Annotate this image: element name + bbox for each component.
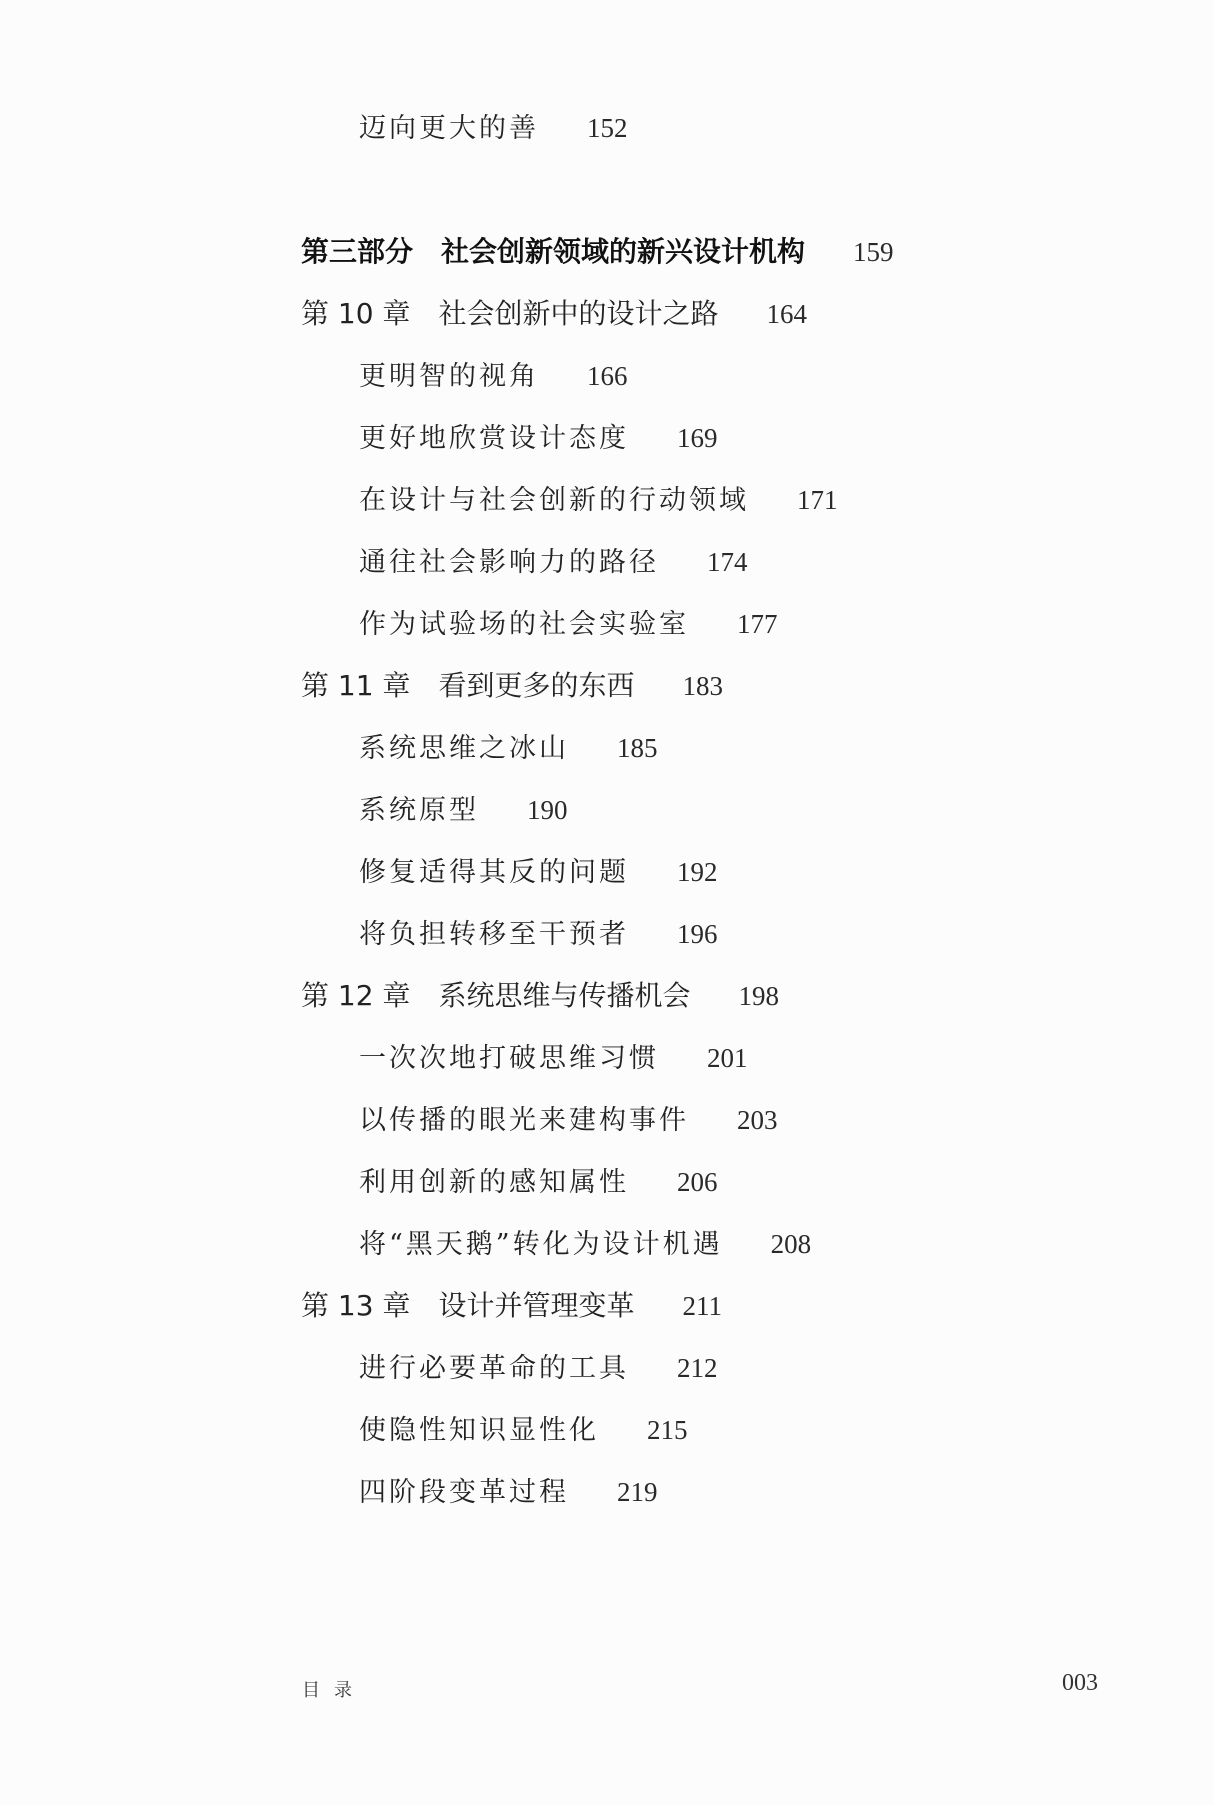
page-number: 219 (617, 1477, 658, 1507)
toc-entry (359, 110, 628, 147)
page-number: 215 (647, 1415, 688, 1445)
toc-entry (359, 854, 718, 891)
toc-entry (359, 1474, 658, 1511)
toc-entry (359, 1412, 688, 1449)
toc-entry (359, 1164, 718, 1201)
chapter-label: 第 12 章 (301, 979, 411, 1012)
toc-chapter (301, 978, 779, 1014)
toc-entry (359, 1350, 718, 1387)
toc-entry (359, 916, 718, 953)
chapter-label: 第 10 章 (301, 297, 411, 330)
entry-title: 作为试验场的社会实验室 (359, 609, 689, 640)
page-number: 169 (677, 423, 718, 453)
page-number: 201 (707, 1043, 748, 1073)
page-number: 164 (766, 299, 807, 329)
page-number: 196 (677, 919, 718, 949)
entry-title: 迈向更大的善 (359, 113, 539, 144)
entry-title: 通往社会影响力的路径 (359, 547, 659, 578)
toc-entry (359, 358, 628, 395)
page-number: 183 (682, 671, 723, 701)
entry-title: 将负担转移至干预者 (359, 919, 629, 950)
page-number: 211 (682, 1291, 722, 1321)
page-number: 171 (797, 485, 838, 515)
toc-section-heading (301, 234, 894, 270)
entry-title: 利用创新的感知属性 (359, 1167, 629, 1198)
page-number: 174 (707, 547, 748, 577)
entry-title: 系统原型 (359, 795, 479, 826)
entry-title: 更明智的视角 (359, 361, 539, 392)
entry-title: 更好地欣赏设计态度 (359, 423, 629, 454)
toc-chapter (301, 1288, 722, 1324)
toc-entry (359, 792, 568, 829)
entry-title: 修复适得其反的问题 (359, 857, 629, 888)
page-number: 166 (587, 361, 628, 391)
chapter-title: 看到更多的东西 (438, 669, 635, 702)
section-title: 第三部分 社会创新领域的新兴设计机构 (301, 235, 806, 268)
chapter-title: 社会创新中的设计之路 (438, 297, 719, 330)
toc-entry (359, 1102, 778, 1139)
entry-title: 一次次地打破思维习惯 (359, 1043, 659, 1074)
entry-title: 以传播的眼光来建构事件 (359, 1105, 689, 1136)
toc-entry (359, 1226, 811, 1263)
page-number: 159 (853, 237, 894, 267)
toc-entry (359, 606, 778, 643)
chapter-title: 设计并管理变革 (438, 1289, 635, 1322)
page-number: 203 (737, 1105, 778, 1135)
chapter-title: 系统思维与传播机会 (438, 979, 691, 1012)
entry-title: 四阶段变革过程 (359, 1477, 569, 1508)
page-number: 152 (587, 113, 628, 143)
folio-page-number: 003 (1062, 1670, 1098, 1696)
entry-title: 系统思维之冰山 (359, 733, 569, 764)
entry-title: 进行必要革命的工具 (359, 1353, 629, 1384)
page-number: 185 (617, 733, 658, 763)
chapter-label: 第 11 章 (301, 669, 411, 702)
toc-chapter (301, 296, 807, 332)
page-number: 192 (677, 857, 718, 887)
toc-entry (359, 482, 838, 519)
page-number: 208 (770, 1229, 812, 1259)
entry-title: 使隐性知识显性化 (359, 1415, 599, 1446)
entry-title: 在设计与社会创新的行动领域 (359, 485, 749, 516)
running-footer-title: 目录 (302, 1680, 366, 1701)
page-number: 206 (677, 1167, 718, 1197)
page-number: 212 (677, 1353, 718, 1383)
page-number: 198 (738, 981, 779, 1011)
toc-entry (359, 420, 718, 457)
toc-entry (359, 730, 658, 767)
entry-title: 将“黑天鹅”转化为设计机遇 (359, 1229, 723, 1260)
toc-entry (359, 544, 748, 581)
page-number: 177 (737, 609, 778, 639)
toc-entry (359, 1040, 748, 1077)
page-number: 190 (527, 795, 568, 825)
toc-chapter (301, 668, 723, 704)
chapter-label: 第 13 章 (301, 1289, 411, 1322)
